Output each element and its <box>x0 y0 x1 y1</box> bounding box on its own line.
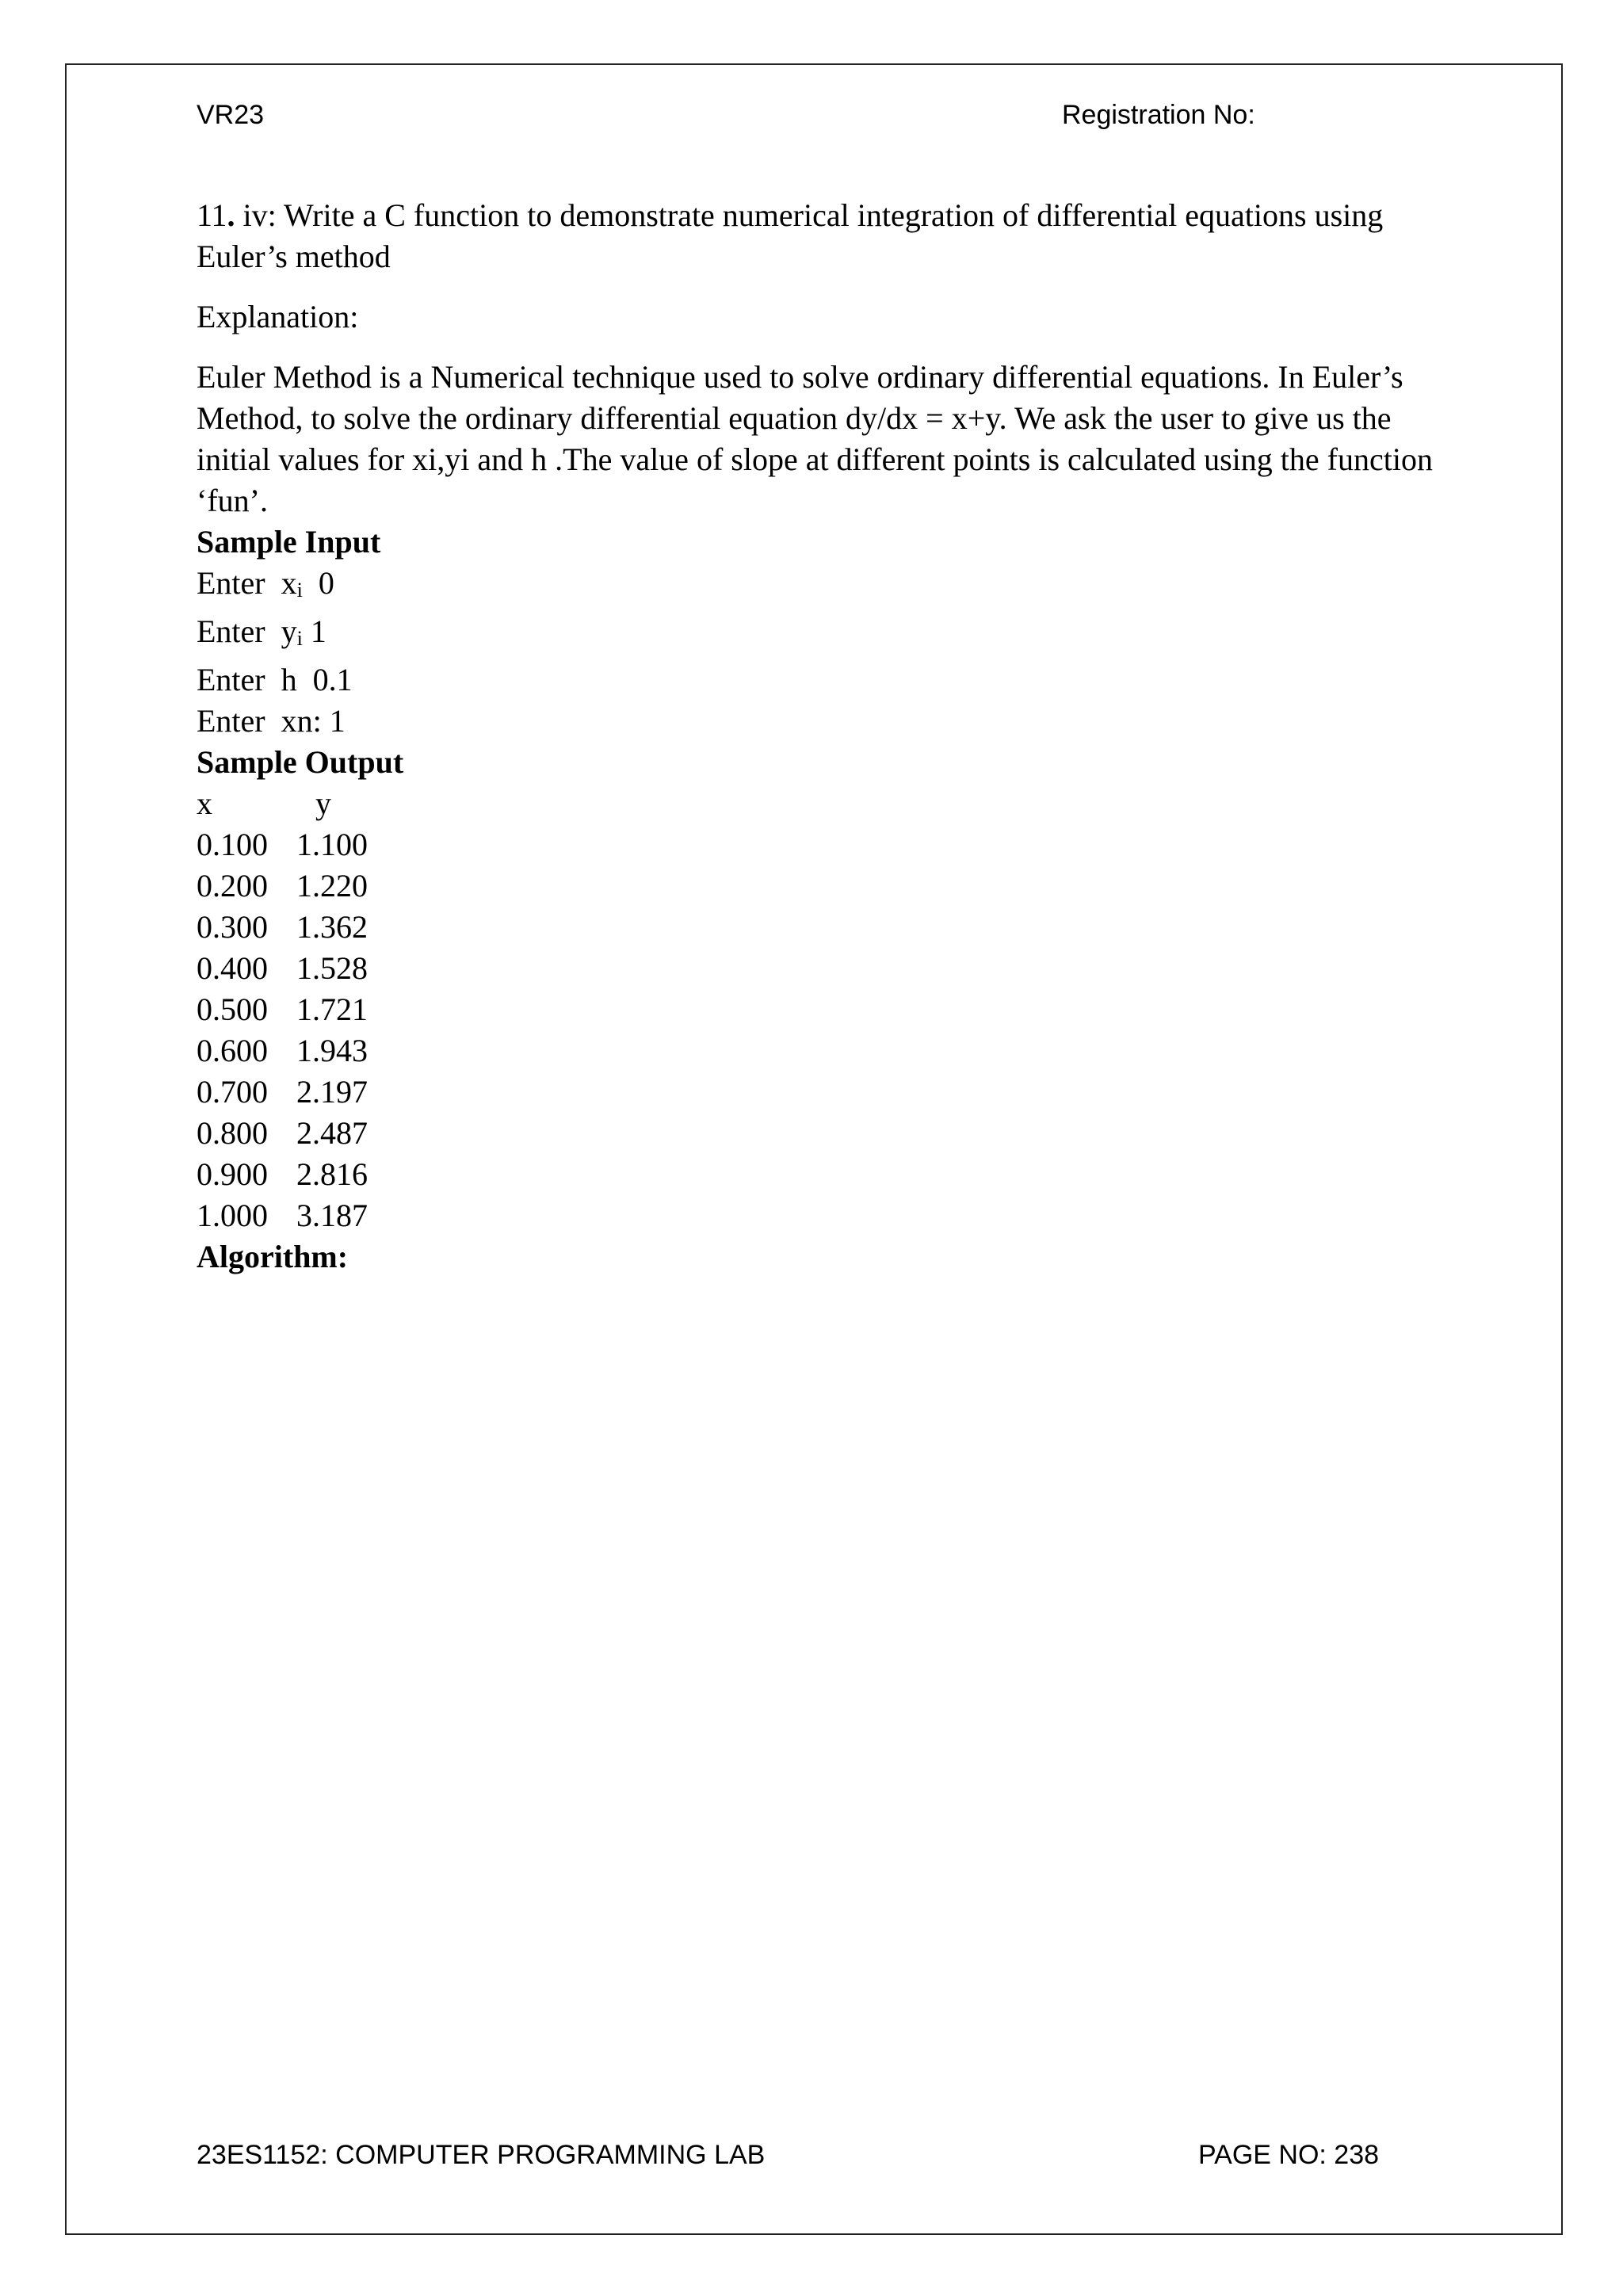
question-text: iv: Write a C function to demonstrate numerical integration of differential equations using Euler’s method <box>197 197 1384 274</box>
sample-output-row <box>197 907 1433 948</box>
sample-input-subscript: i <box>296 579 303 602</box>
sample-input-prefix: Enter y <box>197 613 297 649</box>
sample-output-row <box>197 948 1433 989</box>
sample-input-line <box>197 611 1433 659</box>
header-course-code: VR23 <box>197 100 265 130</box>
sample-input-line <box>197 659 1433 701</box>
sample-input-line <box>197 701 1433 742</box>
column-header-x: x <box>197 785 212 821</box>
sample-input-heading: Sample Input <box>197 524 381 560</box>
sample-input-prefix: Enter xn: 1 <box>197 703 346 739</box>
output-x-value: 1.000 <box>197 1198 268 1233</box>
sample-input-subscript: i <box>296 627 303 650</box>
footer-course-title: 23ES1152: COMPUTER PROGRAMMING LAB <box>197 2140 766 2170</box>
output-y-value: 1.943 <box>296 1033 368 1068</box>
sample-output-row <box>197 1072 1433 1113</box>
sample-input-value: 1 <box>302 613 327 649</box>
output-x-value: 0.100 <box>197 827 268 862</box>
sample-input-prefix: Enter x <box>197 565 297 601</box>
sample-input-lines <box>197 563 1433 742</box>
output-x-value: 0.600 <box>197 1033 268 1068</box>
explanation-paragraph: Euler Method is a Numerical technique used to solve ordinary differential equations. In Euler’s Method, to solve the ordinary differential equation dy/dx = x+y. We ask the user to give us the initial values for xi,yi and h .The value of slope at different points is calculated using the function ‘fun’. <box>197 359 1433 518</box>
footer-page-number: PAGE NO: 238 <box>1198 2140 1380 2170</box>
sample-output-rows <box>197 824 1433 1236</box>
sample-output-row <box>197 824 1433 865</box>
output-x-value: 0.800 <box>197 1115 268 1151</box>
column-header-y: y <box>315 785 331 821</box>
output-x-value: 0.700 <box>197 1074 268 1110</box>
sample-output-row <box>197 865 1433 907</box>
output-x-value: 0.400 <box>197 950 268 986</box>
sample-input-prefix: Enter h 0.1 <box>197 662 353 697</box>
sample-output-row <box>197 1030 1433 1072</box>
page-content <box>197 195 1433 1278</box>
sample-input-line <box>197 563 1433 611</box>
explanation-label: Explanation: <box>197 299 359 334</box>
sample-output-row <box>197 989 1433 1030</box>
algorithm-heading: Algorithm: <box>197 1239 349 1274</box>
sample-output-table <box>197 783 1433 1236</box>
output-y-value: 2.197 <box>296 1074 368 1110</box>
output-y-value: 3.187 <box>296 1198 368 1233</box>
output-y-value: 1.721 <box>296 991 368 1027</box>
output-y-value: 2.816 <box>296 1156 368 1192</box>
output-y-value: 1.528 <box>296 950 368 986</box>
sample-output-row <box>197 1113 1433 1154</box>
output-x-value: 0.300 <box>197 909 268 945</box>
output-y-value: 1.220 <box>296 868 368 904</box>
header-registration-label: Registration No: <box>1062 100 1255 130</box>
question-number: 11 <box>197 197 227 233</box>
question-number-dot: . <box>227 197 235 233</box>
sample-output-row <box>197 1154 1433 1195</box>
sample-output-row <box>197 1195 1433 1236</box>
output-x-value: 0.200 <box>197 868 268 904</box>
output-y-value: 1.362 <box>296 909 368 945</box>
output-y-value: 1.100 <box>296 827 368 862</box>
sample-input-value: 0 <box>302 565 334 601</box>
output-x-value: 0.900 <box>197 1156 268 1192</box>
output-y-value: 2.487 <box>296 1115 368 1151</box>
question-title <box>197 195 1433 277</box>
output-x-value: 0.500 <box>197 991 268 1027</box>
sample-output-heading: Sample Output <box>197 744 404 780</box>
sample-output-header-row <box>197 783 1433 824</box>
